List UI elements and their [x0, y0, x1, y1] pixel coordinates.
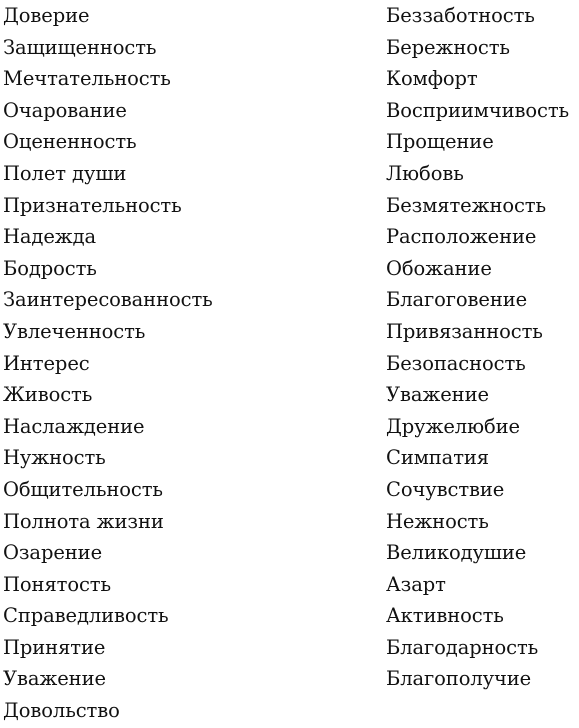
list-item: Благоговение — [386, 288, 528, 312]
list-item: Беззаботность — [386, 4, 535, 27]
list-item: Безмятежность — [386, 193, 547, 217]
list-item: Принятие — [3, 635, 106, 659]
list-item: Надежда — [3, 225, 97, 249]
list-item: Прощение — [386, 130, 494, 154]
list-item: Обожание — [386, 256, 492, 280]
list-item: Расположение — [386, 225, 537, 249]
list-item: Бодрость — [3, 256, 97, 280]
list-item: Дружелюбие — [386, 414, 520, 438]
list-item: Уважение — [386, 383, 489, 407]
list-item: Великодушие — [386, 541, 527, 565]
list-item: Нужность — [3, 446, 106, 470]
list-item: Сочувствие — [386, 477, 505, 501]
list-item: Полнота жизни — [3, 509, 164, 533]
left-column — [3, 0, 213, 727]
list-item: Комфорт — [386, 67, 478, 91]
list-item: Активность — [386, 604, 504, 628]
list-item: Безопасность — [386, 351, 526, 375]
list-item: Благополучие — [386, 667, 532, 691]
list-item: Бережность — [386, 35, 510, 59]
right-column — [386, 0, 569, 695]
list-item: Благодарность — [386, 635, 539, 659]
list-item: Нежность — [386, 509, 489, 533]
list-item: Оцененность — [3, 130, 137, 154]
list-item: Живость — [3, 383, 93, 407]
list-item: Восприимчивость — [386, 98, 570, 122]
list-item: Увлеченность — [3, 319, 146, 343]
list-item: Доверие — [3, 4, 90, 27]
list-item: Довольство — [3, 699, 120, 723]
list-item: Общительность — [3, 477, 163, 501]
list-item: Озарение — [3, 541, 103, 565]
list-item: Наслаждение — [3, 414, 145, 438]
list-item: Заинтересованность — [3, 288, 213, 312]
list-item: Признательность — [3, 193, 182, 217]
list-item: Понятость — [3, 572, 111, 596]
list-item: Уважение — [3, 667, 106, 691]
list-item: Привязанность — [386, 319, 543, 343]
list-item: Симпатия — [386, 446, 489, 470]
list-item: Защищенность — [3, 35, 157, 59]
list-item: Полет души — [3, 161, 127, 185]
list-item: Очарование — [3, 98, 127, 122]
list-item: Азарт — [386, 572, 446, 596]
list-item: Любовь — [386, 161, 464, 185]
list-item: Мечтательность — [3, 67, 171, 91]
list-item: Интерес — [3, 351, 90, 375]
list-item: Справедливость — [3, 604, 169, 628]
